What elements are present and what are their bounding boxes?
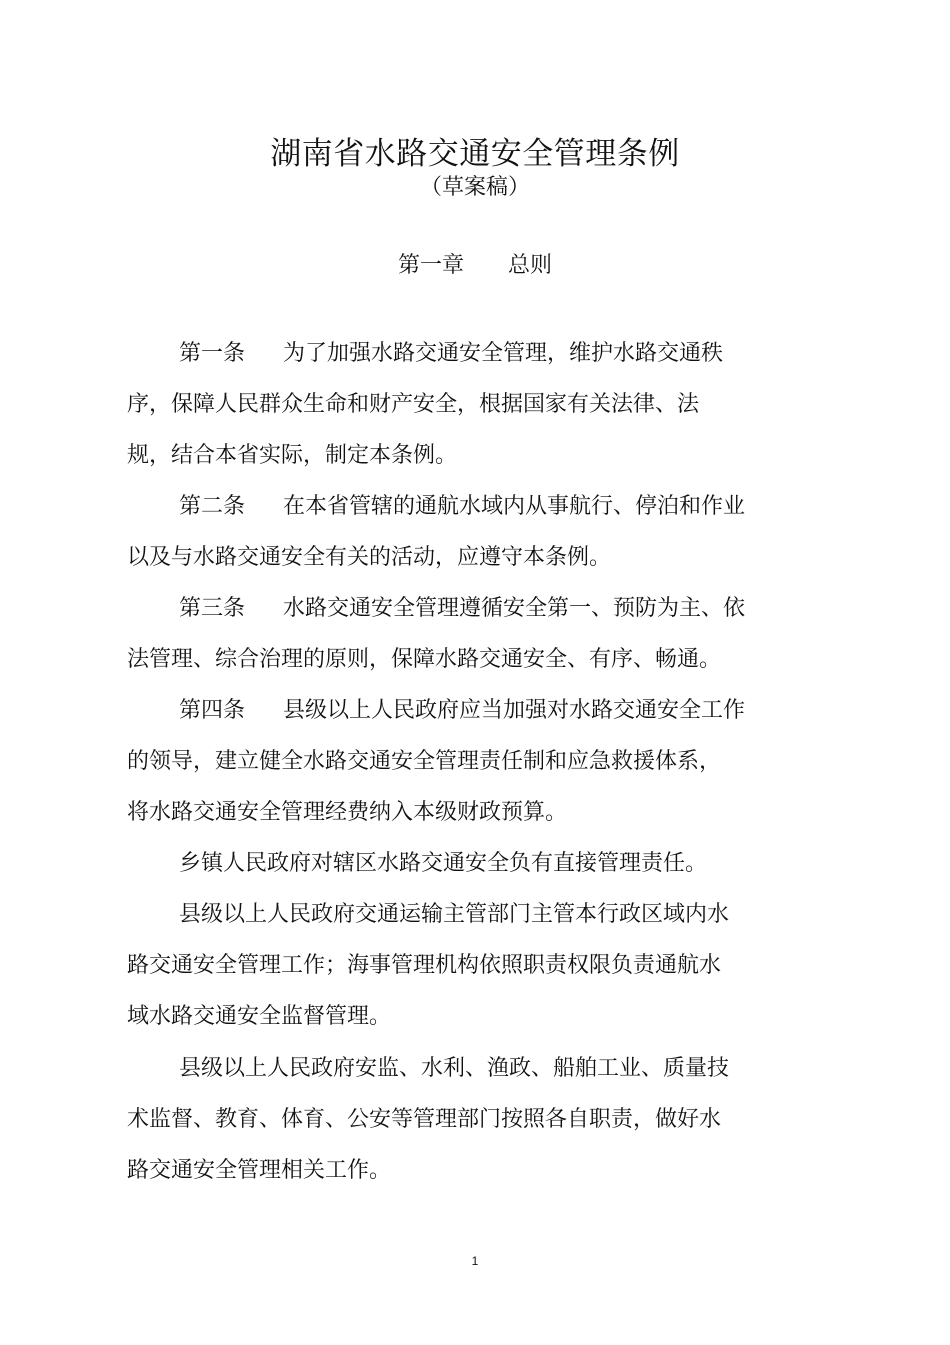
article-number: 第一条 (179, 341, 246, 366)
paragraph-line: 为了加强水路交通安全管理，维护水路交通秩 (283, 341, 724, 366)
chapter-name: 总则 (508, 253, 553, 278)
article-2 (127, 481, 787, 583)
chapter-heading (0, 250, 950, 282)
paragraph-line: 的领导，建立健全水路交通安全管理责任制和应急救援体系， (127, 749, 722, 774)
article-3 (127, 583, 787, 685)
document-title: 湖南省水路交通安全管理条例 (270, 136, 680, 172)
paragraph-line: 术监督、教育、体育、公安等管理部门按照各自职责，做好水 (127, 1107, 722, 1132)
paragraph-line: 县级以上人民政府交通运输主管部门主管本行政区域内水 (179, 902, 730, 927)
paragraph-line: 规，结合本省实际，制定本条例。 (127, 443, 458, 468)
article-number: 第三条 (179, 596, 246, 621)
document-subtitle: （草案稿） (419, 175, 530, 200)
paragraph-other-departments (127, 1043, 787, 1196)
paragraph-line: 路交通安全管理相关工作。 (127, 1158, 392, 1183)
article-4 (127, 685, 787, 838)
page-number: 1 (471, 1254, 479, 1268)
paragraph-line: 在本省管辖的通航水域内从事航行、停泊和作业 (283, 494, 746, 519)
article-number: 第二条 (179, 494, 246, 519)
paragraph-line: 将水路交通安全管理经费纳入本级财政预算。 (127, 800, 568, 825)
paragraph-transport-authority (127, 889, 787, 1042)
chapter-number: 第一章 (397, 253, 464, 278)
paragraph-line: 县级以上人民政府应当加强对水路交通安全工作 (283, 698, 746, 723)
paragraph-line: 以及与水路交通安全有关的活动，应遵守本条例。 (127, 545, 612, 570)
paragraph-line: 乡镇人民政府对辖区水路交通安全负有直接管理责任。 (179, 851, 708, 876)
article-1 (127, 328, 787, 481)
paragraph-line: 路交通安全管理工作；海事管理机构依照职责权限负责通航水 (127, 953, 722, 978)
paragraph-line: 法管理、综合治理的原则，保障水路交通安全、有序、畅通。 (127, 647, 722, 672)
paragraph-line: 域水路交通安全监督管理。 (127, 1004, 392, 1029)
paragraph-line: 序，保障人民群众生命和财产安全，根据国家有关法律、法 (127, 392, 700, 417)
paragraph-line: 水路交通安全管理遵循安全第一、预防为主、依 (283, 596, 746, 621)
article-number: 第四条 (179, 698, 246, 723)
paragraph-line: 县级以上人民政府安监、水利、渔政、船舶工业、质量技 (179, 1056, 730, 1081)
paragraph-township (127, 838, 787, 889)
